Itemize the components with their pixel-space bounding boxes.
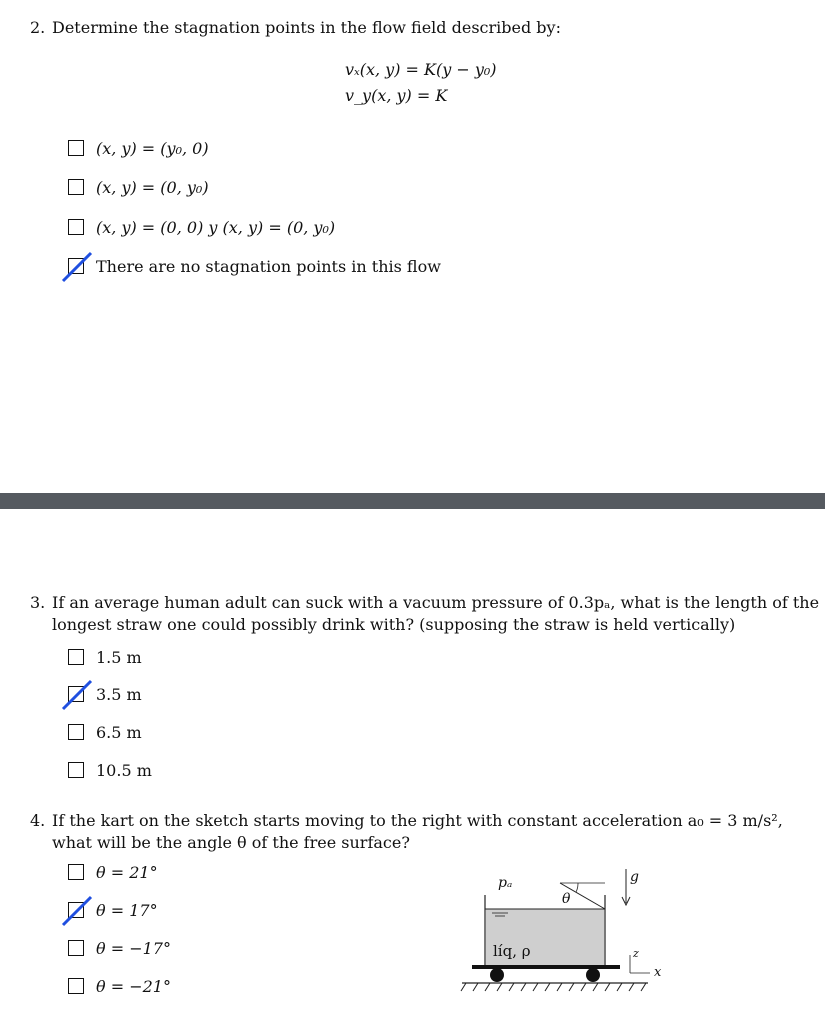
q4-option-1[interactable]: θ = 21° bbox=[68, 861, 158, 883]
q2-equation-vy: v_y(x, y) = K bbox=[345, 86, 448, 105]
kart-base bbox=[472, 965, 620, 969]
section-divider bbox=[0, 493, 825, 509]
checkbox[interactable] bbox=[68, 762, 84, 778]
pa-label: pₐ bbox=[498, 875, 513, 891]
checkbox[interactable] bbox=[68, 140, 84, 156]
checkbox[interactable] bbox=[68, 940, 84, 956]
theta-label: θ bbox=[562, 891, 571, 907]
q3-option-1[interactable]: 1.5 m bbox=[68, 646, 142, 668]
q2-option-3[interactable]: (x, y) = (0, 0) y (x, y) = (0, y₀) bbox=[68, 216, 335, 238]
q2-prompt: 2. Determine the stagnation points in the flow field described by: bbox=[30, 18, 561, 37]
q4-option-3[interactable]: θ = −17° bbox=[68, 937, 171, 959]
kart-sketch bbox=[450, 855, 675, 1000]
checkbox[interactable] bbox=[68, 649, 84, 665]
check-mark-icon bbox=[59, 251, 95, 283]
q2-option-4[interactable]: There are no stagnation points in this flow bbox=[68, 255, 441, 277]
checkbox-checked[interactable] bbox=[68, 258, 84, 274]
checkbox-checked[interactable] bbox=[68, 686, 84, 702]
check-mark-icon bbox=[59, 679, 95, 711]
wheel bbox=[586, 968, 600, 982]
checkbox[interactable] bbox=[68, 179, 84, 195]
checkbox-checked[interactable] bbox=[68, 902, 84, 918]
q3-option-3[interactable]: 6.5 m bbox=[68, 721, 142, 743]
q2-option-1[interactable]: (x, y) = (y₀, 0) bbox=[68, 137, 209, 159]
q4-prompt: 4. If the kart on the sketch starts moving to the right with constant acceleration a₀ = 3 m/s², what will be the angle θ of the free surface? bbox=[30, 811, 783, 852]
q3-number: 3. bbox=[30, 593, 46, 612]
checkbox[interactable] bbox=[68, 219, 84, 235]
checkbox[interactable] bbox=[68, 978, 84, 994]
x-axis-label: x bbox=[654, 965, 662, 980]
gravity-label: g bbox=[630, 869, 639, 885]
checkbox[interactable] bbox=[68, 724, 84, 740]
check-mark-icon bbox=[59, 895, 95, 927]
q2-equation-vx: vₓ(x, y) = K(y − y₀) bbox=[345, 60, 497, 79]
q3-option-2[interactable]: 3.5 m bbox=[68, 683, 142, 705]
z-axis-label: z bbox=[633, 947, 639, 960]
wheel bbox=[490, 968, 504, 982]
q4-option-2[interactable]: θ = 17° bbox=[68, 899, 158, 921]
q3-option-4[interactable]: 10.5 m bbox=[68, 759, 152, 781]
checkbox[interactable] bbox=[68, 864, 84, 880]
q4-number: 4. bbox=[30, 811, 46, 830]
q4-option-4[interactable]: θ = −21° bbox=[68, 975, 171, 997]
liquid-label: líq, ρ bbox=[493, 942, 531, 960]
q2-number: 2. bbox=[30, 18, 46, 37]
q3-prompt: 3. If an average human adult can suck with a vacuum pressure of 0.3pₐ, what is the length of the longest straw one could possibly drink with? (supposing the straw is held vertically) bbox=[30, 593, 820, 634]
q2-option-2[interactable]: (x, y) = (0, y₀) bbox=[68, 176, 209, 198]
